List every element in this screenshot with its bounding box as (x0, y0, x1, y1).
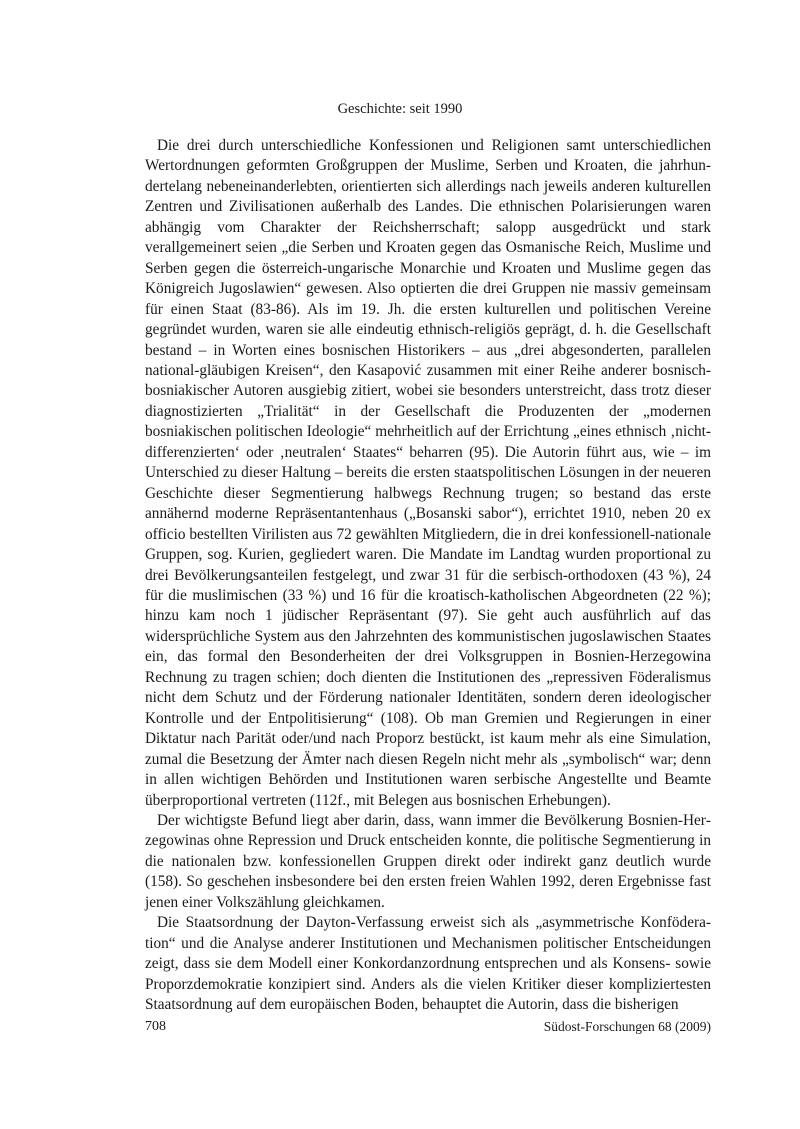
body-text (145, 136, 711, 1015)
paragraph: Der wichtigste Befund liegt aber darin, dass, wann immer die Bevölkerung Bosnien-Herzegowinas ohne Repression und Druck entscheiden konnte, die politische Segmentierung in die nationalen bzw. konfessionellen Gruppen direkt oder indirekt ganz deutlich wurde (158). So geschehen insbesondere bei den ersten freien Wahlen 1992, deren Ergebnisse fast jenen einer Volkszählung gleichkamen. (145, 811, 711, 911)
running-title: Geschichte: seit 1990 (337, 101, 463, 117)
journal-citation: Südost-Forschungen 68 (2009) (543, 1019, 711, 1034)
page-number: 708 (145, 1019, 166, 1034)
paragraph: Die drei durch unterschiedliche Konfessionen und Religionen samt unterschiedlichen Wertordnungen geformten Großgruppen der Muslime, Serben und Kroaten, die jahrhundertelang nebeneinanderlebten, orientierten sich allerdings nach jeweils anderen kulturellen Zentren und Zivilisationen außerhalb des Landes. Die ethnischen Polarisierungen waren abhängig vom Charakter der Reichsherrschaft; salopp ausgedrückt und stark verallgemeinert seien „die Serben und Kroaten gegen das Osmanische Reich, Muslime und Serben gegen die österreich-ungarische Monarchie und Kroaten und Muslime gegen das Königreich Jugoslawien“ gewesen. Also optierten die drei Gruppen nie massiv gemeinsam für einen Staat (83-86). Als im 19. Jh. die ersten kulturellen und politischen Vereine gegründet wurden, waren sie alle eindeutig ethnisch-religiös geprägt, d. h. die Gesellschaft bestand – in Worten eines bosnischen Historikers – aus „drei abgesonderten, parallelen national-gläubigen Kreisen“, den Kasapović zusammen mit einer Reihe anderer bosnisch-bosniakischer Autoren ausgiebig zitiert, wobei sie besonders unterstreicht, dass trotz dieser diagnostizierten „Trialität“ in der Gesellschaft die Produzenten der „modernen bosniakischen politischen Ideologie“ mehrheitlich auf der Errichtung „eines ethnisch ‚nicht-differenzierten‘ oder ‚neutralen‘ Staates“ beharren (95). Die Autorin führt aus, wie – im Unterschied zu dieser Haltung – bereits die ersten staatspolitischen Lösungen in der neueren Geschichte dieser Segmentierung halbwegs Rechnung trugen; so bestand das erste annähernd moderne Repräsentantenhaus („Bosanski sabor“), errichtet 1910, neben 20 ex officio bestellten Virilisten aus 72 gewählten Mitgliedern, die in drei konfessionell-nationale Gruppen, sog. Kurien, gegliedert waren. Die Mandate im Landtag wurden proportional zu drei Bevölkerungsanteilen festgelegt, und zwar 31 für die serbisch-orthodoxen (43 %), 24 für die muslimischen (33 %) und 16 für die kroatisch-katholischen Abgeordneten (22 %); hinzu kam noch 1 jüdischer Repräsentant (97). Sie geht auch ausführlich auf das widersprüchliche System aus den Jahrzehnten des kommunistischen jugoslawischen Staates ein, das formal den Besonderheiten der drei Volksgruppen in Bosnien-Herzegowina Rechnung zu tragen schien; doch dienten die Institutionen des „repressiven Föderalismus nicht dem Schutz und der Förderung nationaler Identitäten, sondern deren ideologischer Kontrolle und der Entpolitisierung“ (108). Ob man Gremien und Regierungen in einer Diktatur nach Parität oder/und nach Proporz bestückt, ist kaum mehr als eine Simulation, zumal die Besetzung der Ämter nach diesen Regeln nicht mehr als „symbolisch“ war; denn in allen wichtigen Behörden und Institutionen waren serbische Angestellte und Beamte überproportional vertreten (112f., mit Belegen aus bosnischen Erhebungen). (145, 137, 711, 809)
paragraph: Die Staatsordnung der Dayton-Verfassung erweist sich als „asymmetrische Konföderation“ und die Analyse anderer Institutionen und Mechanismen politischer Entscheidungen zeigt, dass sie dem Modell einer Konkordanzordnung entsprechen und als Konsens- sowie Proporzdemokratie konzipiert sind. Anders als die vielen Kritiker dieser kompliziertesten Staatsordnung auf dem europäischen Boden, behauptet die Autorin, dass die bisherigen (145, 914, 711, 1014)
